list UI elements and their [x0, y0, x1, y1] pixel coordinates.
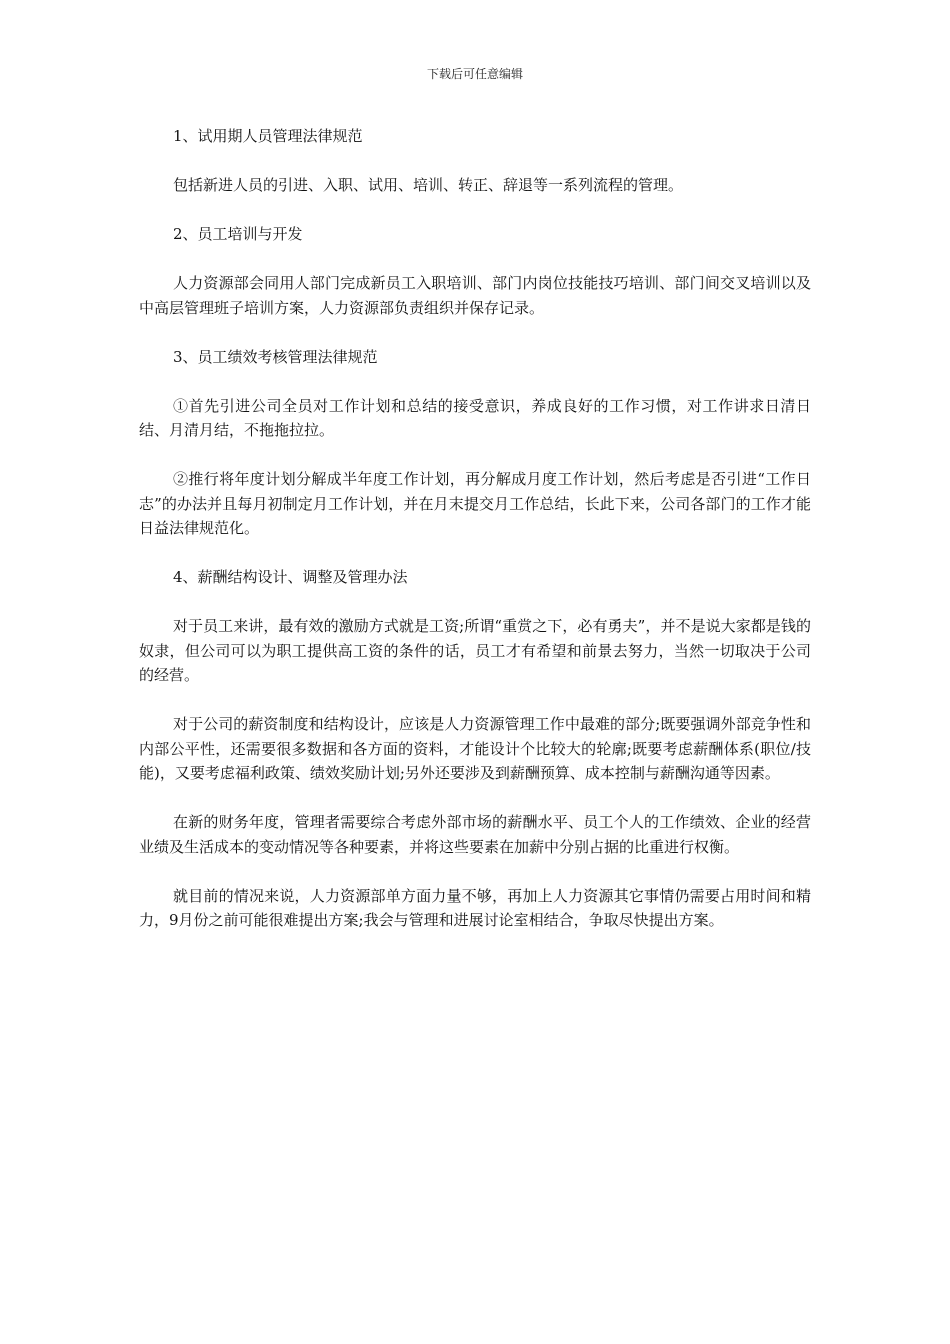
section-heading: 4、薪酬结构设计、调整及管理办法 — [173, 568, 408, 586]
paragraph: 包括新进人员的引进、入职、试用、培训、转正、辞退等一系列流程的管理。 — [173, 176, 684, 194]
section-heading: 1、试用期人员管理法律规范 — [173, 127, 363, 145]
paragraph: ①首先引进公司全员对工作计划和总结的接受意识，养成良好的工作习惯，对工作讲求日清日结、月清月结，不拖拖拉拉。 — [139, 396, 811, 439]
document-body — [139, 124, 811, 933]
paragraph: 就目前的情况来说，人力资源部单方面力量不够，再加上人力资源其它事情仍需要占用时间和精力，9月份之前可能很难提出方案;我会与管理和进展讨论室相结合，争取尽快提出方案。 — [139, 886, 811, 929]
paragraph: ②推行将年度计划分解成半年度工作计划，再分解成月度工作计划，然后考虑是否引进“工作日志”的办法并且每月初制定月工作计划，并在月末提交月工作总结，长此下来，公司各部门的工作才能日益法律规范化。 — [139, 470, 811, 537]
paragraph: 对于公司的薪资制度和结构设计，应该是人力资源管理工作中最难的部分;既要强调外部竞争性和内部公平性，还需要很多数据和各方面的资料，才能设计个比较大的轮廓;既要考虑薪酬体系(职位/技能)，又要考虑福利政策、绩效奖励计划;另外还要涉及到薪酬预算、成本控制与薪酬沟通等因素。 — [139, 715, 811, 782]
paragraph: 人力资源部会同用人部门完成新员工入职培训、部门内岗位技能技巧培训、部门间交叉培训以及中高层管理班子培训方案，人力资源部负责组织并保存记录。 — [139, 274, 811, 317]
paragraph: 在新的财务年度，管理者需要综合考虑外部市场的薪酬水平、员工个人的工作绩效、企业的经营业绩及生活成本的变动情况等各种要素，并将这些要素在加薪中分别占据的比重进行权衡。 — [139, 813, 811, 856]
section-heading: 3、员工绩效考核管理法律规范 — [173, 347, 378, 366]
paragraph: 对于员工来讲，最有效的激励方式就是工资;所谓“重赏之下，必有勇夫”，并不是说大家都是钱的奴隶，但公司可以为职工提供高工资的条件的话，员工才有希望和前景去努力，当然一切取决于公司的经营。 — [139, 617, 811, 684]
section-heading: 2、员工培训与开发 — [173, 225, 303, 243]
page-header-note: 下载后可任意编辑 — [426, 67, 523, 81]
